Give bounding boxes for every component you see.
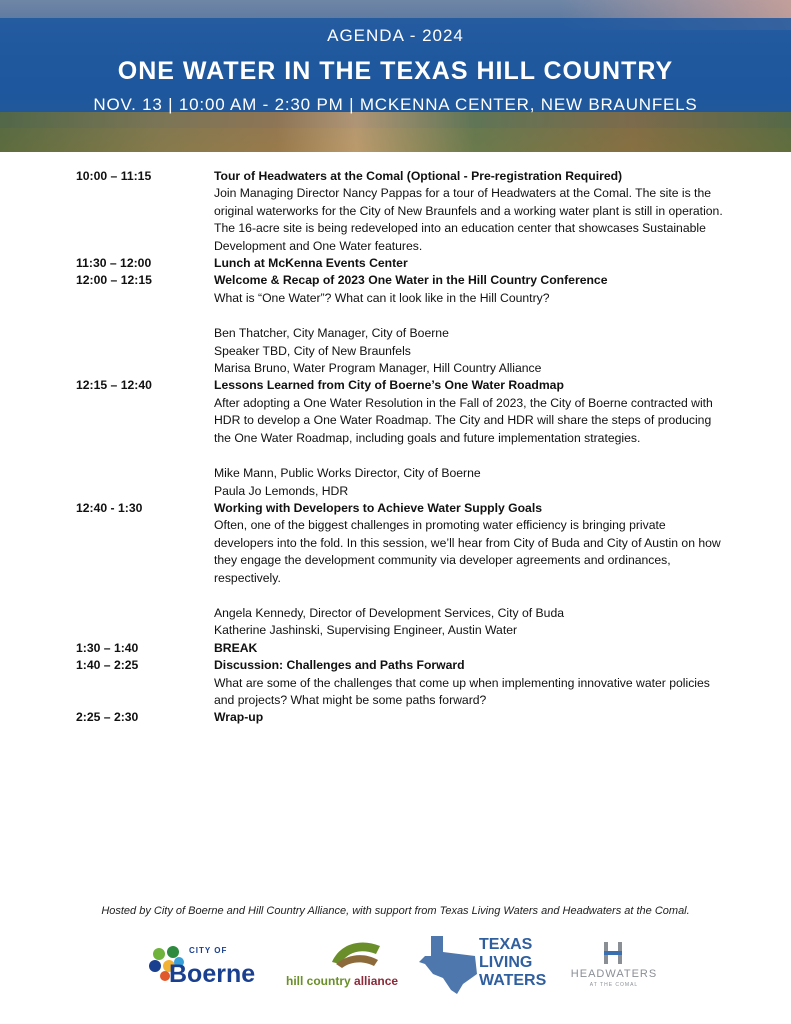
header-banner (0, 0, 791, 152)
agenda-title: BREAK (214, 640, 258, 655)
agenda-time: 2:25 – 2:30 (76, 710, 139, 725)
headwaters-logo (566, 940, 662, 994)
agenda-title: Welcome & Recap of 2023 One Water in the Hill Country Conference (214, 273, 608, 288)
agenda-body (214, 657, 724, 709)
agenda-time: 1:30 – 1:40 (76, 640, 139, 655)
agenda-description: Often, one of the biggest challenges in promoting water efficiency is bringing private developers into the fold. In this session, we’ll hear from City of Buda and City of Austin on how they engage the development community via developer agreements and ordinances, respectively. (214, 518, 721, 585)
agenda-item (76, 709, 726, 726)
agenda-body (214, 168, 724, 255)
boerne-logo (145, 938, 263, 990)
agenda-item (76, 168, 726, 255)
hosted-by-note: Hosted by City of Boerne and Hill Country Alliance, with support from Texas Living Waters and Headwaters at the Comal. (101, 905, 690, 917)
agenda-title: Discussion: Challenges and Paths Forward (214, 658, 465, 673)
agenda-body (214, 377, 724, 499)
agenda-title: Tour of Headwaters at the Comal (Optional - Pre-registration Required) (214, 169, 623, 183)
banner-title: ONE WATER IN THE TEXAS HILL COUNTRY (117, 57, 674, 85)
agenda-item (76, 657, 726, 709)
agenda-time: 11:30 – 12:00 (76, 256, 152, 271)
tlw-line1: TEXAS (479, 936, 533, 953)
agenda-speaker: Speaker TBD, City of New Braunfels (214, 343, 411, 358)
agenda-body (214, 255, 724, 272)
hca-text-alliance: alliance (354, 974, 399, 988)
agenda-description: Join Managing Director Nancy Pappas for a tour of Headwaters at the Comal. The site is the original waterworks for the City of New Braunfels and a working water plant is still in operation. The 16-acre site is being redeveloped into an education center that showcases Sustainable Development and One Water features. (214, 186, 723, 253)
hca-text-hill-country: hill country (286, 974, 355, 988)
banner-landscape (0, 112, 791, 152)
agenda-time: 12:15 – 12:40 (76, 378, 152, 393)
agenda-speaker: Angela Kennedy, Director of Development Services, City of Buda (214, 605, 565, 620)
agenda-item (76, 272, 726, 377)
agenda-description: What is “One Water”? What can it look like in the Hill Country? (214, 290, 550, 305)
agenda-time: 12:40 - 1:30 (76, 500, 143, 515)
tlw-line3: WATERS (479, 972, 547, 989)
agenda-body (214, 500, 724, 640)
agenda-body (214, 709, 724, 726)
agenda-title: Lessons Learned from City of Boerne’s One Water Roadmap (214, 378, 564, 393)
speaker-spacer (214, 447, 724, 465)
agenda-title: Lunch at McKenna Events Center (214, 256, 408, 271)
headwaters-h-icon (602, 940, 624, 966)
agenda-item (76, 377, 726, 499)
agenda-speaker: Paula Jo Lemonds, HDR (214, 483, 349, 498)
agenda-body (214, 272, 724, 377)
headwaters-sub: AT THE COMAL (589, 982, 639, 988)
agenda-body (214, 640, 724, 657)
texas-map-icon (417, 934, 479, 994)
agenda-time: 1:40 – 2:25 (76, 658, 139, 673)
hca-logo (286, 934, 399, 994)
agenda-speaker: Marisa Bruno, Water Program Manager, Hill Country Alliance (214, 361, 542, 376)
agenda-item (76, 255, 726, 272)
hca-wordmark (286, 974, 398, 988)
headwaters-name: HEADWATERS (570, 968, 658, 980)
agenda-item (76, 640, 726, 657)
agenda-title: Wrap-up (214, 710, 264, 725)
tlw-line2: LIVING (479, 954, 533, 971)
agenda-description: After adopting a One Water Resolution in the Fall of 2023, the City of Boerne contracted with HDR to develop a One Water Roadmap. The City and HDR will share the steps of producing the One Water Roadmap, including goals and future implementation strategies. (214, 395, 713, 445)
agenda-item (76, 500, 726, 640)
agenda-description: What are some of the challenges that come up when implementing innovative water policies and projects? What might be some paths forward? (214, 675, 710, 707)
banner-details: NOV. 13 | 10:00 AM - 2:30 PM | MCKENNA CENTER, NEW BRAUNFELS (93, 95, 698, 114)
boerne-city-of: CITY OF (189, 946, 228, 955)
sponsor-logos (0, 930, 791, 1000)
agenda-time: 12:00 – 12:15 (76, 273, 152, 288)
tlw-logo (417, 932, 547, 996)
agenda-speaker: Ben Thatcher, City Manager, City of Boerne (214, 326, 449, 341)
agenda-speaker: Katherine Jashinski, Supervising Engineer, Austin Water (214, 623, 518, 638)
speaker-spacer (214, 587, 724, 605)
banner-subtitle: AGENDA - 2024 (327, 26, 464, 45)
agenda-speaker: Mike Mann, Public Works Director, City of Boerne (214, 466, 481, 481)
hands-icon (330, 934, 382, 968)
boerne-name: Boerne (169, 960, 256, 988)
agenda-title: Working with Developers to Achieve Water Supply Goals (214, 500, 543, 515)
agenda-time: 10:00 – 11:15 (76, 169, 152, 183)
agenda-list (76, 168, 726, 727)
speaker-spacer (214, 307, 724, 325)
